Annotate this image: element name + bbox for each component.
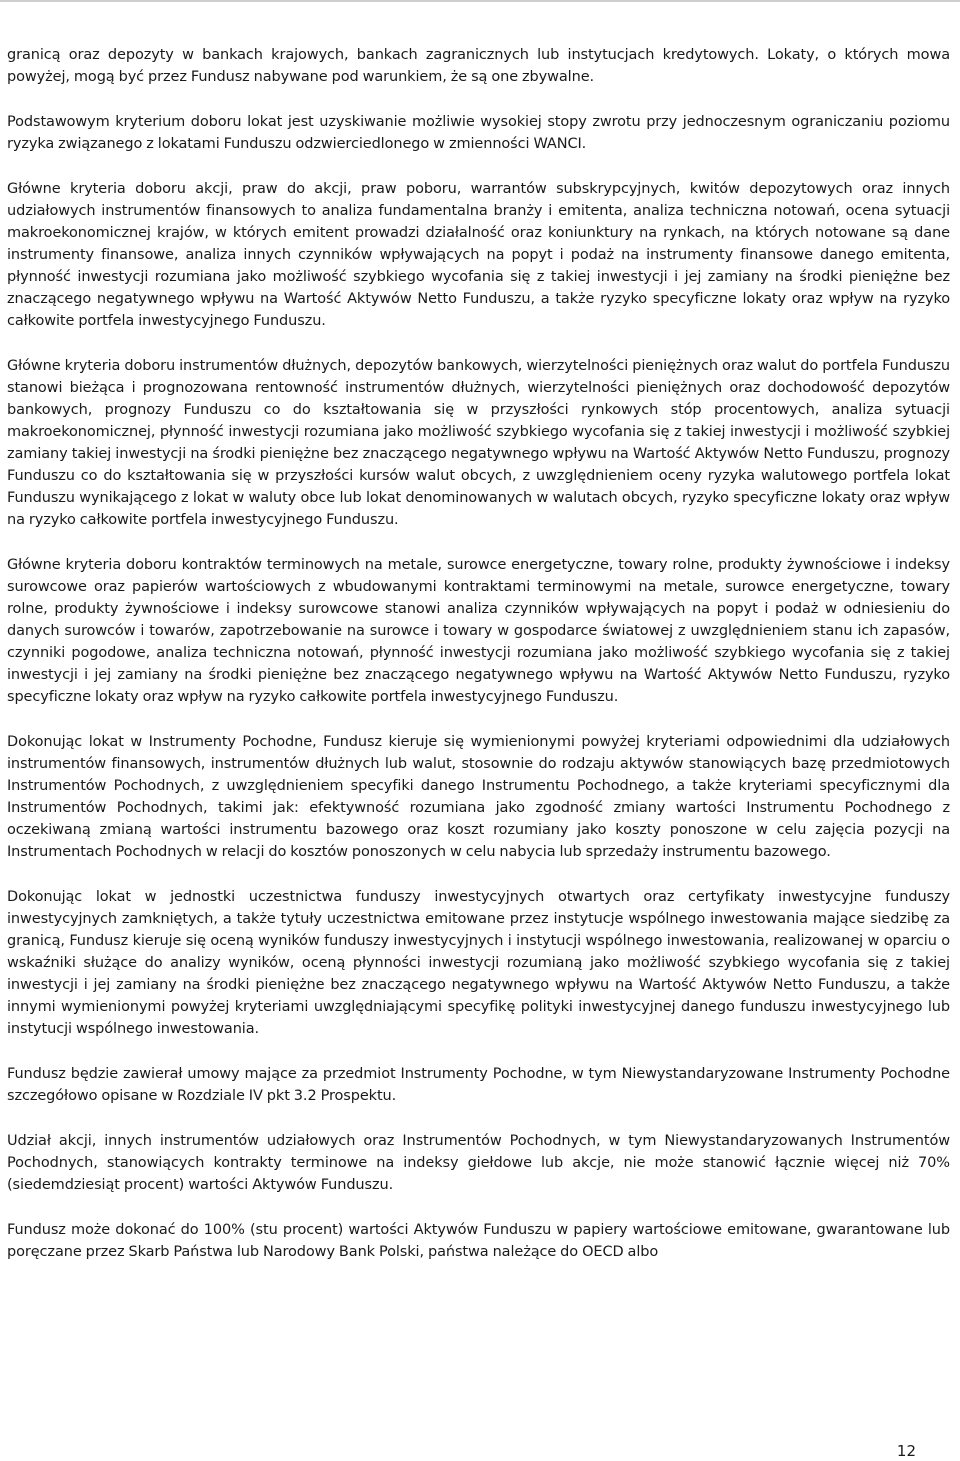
document-body: [7, 44, 950, 1286]
top-rule: [0, 0, 960, 2]
paragraph-deposits-continuation: granicą oraz depozyty w bankach krajowych, bankach zagranicznych lub instytucjach kredytowych. Lokaty, o których mowa powyżej, mogą być przez Fundusz nabywane pod warunkiem, że są one zbywalne.: [7, 47, 950, 85]
paragraph-equity-criteria: Główne kryteria doboru akcji, praw do akcji, praw poboru, warrantów subskrypcyjnych, kwitów depozytowych oraz innych udziałowych instrumentów finansowych to analiza fundamentalna branży i emitenta, analiza techniczna notowań, ocena sytuacji makroekonomicznej krajów, w których emitent prowadzi działalność oraz koniunktury na rynkach, na których notowane są dane instrumenty finansowe, analiza innych czynników wpływających na popyt i podaż na instrumenty finansowe danego emitenta, płynność inwestycji rozumiana jako możliwość szybkiego wycofania się z takiej inwestycji i jej zamiany na środki pieniężne bez znaczącego negatywnego wpływu na Wartość Aktywów Netto Funduszu, a także ryzyko specyficzne lokaty oraz wpływ na ryzyko całkowite portfela inwestycyjnego Funduszu.: [7, 181, 950, 329]
paragraph-basic-criterion: Podstawowym kryterium doboru lokat jest uzyskiwanie możliwie wysokiej stopy zwrotu przy jednoczesnym ograniczaniu poziomu ryzyka związanego z lokatami Funduszu odzwierciedlonego w zmienności WANCI.: [7, 114, 950, 152]
paragraph-treasury-limit: Fundusz może dokonać do 100% (stu procent) wartości Aktywów Funduszu w papiery wartościowe emitowane, gwarantowane lub poręczane przez Skarb Państwa lub Narodowy Bank Polski, państwa należące do OECD albo: [7, 1222, 950, 1260]
paragraph-equity-limit: Udział akcji, innych instrumentów udziałowych oraz Instrumentów Pochodnych, w tym Niewystandaryzowanych Instrumentów Pochodnych, stanowiących kontrakty terminowe na indeksy giełdowe lub akcje, nie może stanowić łącznie więcej niż 70% (siedemdziesiąt procent) wartości Aktywów Funduszu.: [7, 1133, 950, 1193]
paragraph-derivative-contracts: Fundusz będzie zawierał umowy mające za przedmiot Instrumenty Pochodne, w tym Niewystandaryzowane Instrumenty Pochodne szczegółowo opisane w Rozdziale IV pkt 3.2 Prospektu.: [7, 1066, 950, 1104]
paragraph-commodity-criteria: Główne kryteria doboru kontraktów terminowych na metale, surowce energetyczne, towary rolne, produkty żywnościowe i indeksy surowcowe oraz papierów wartościowych z wbudowanymi kontraktami terminowymi na metale, surowce energetyczne, towary rolne, produkty żywnościowe i indeksy surowcowe stanowi analiza czynników wpływających na popyt i podaż w odniesieniu do danych surowców i towarów, zapotrzebowanie na surowce i towary w gospodarce światowej z uwzględnieniem stanu ich zapasów, czynniki pogodowe, analiza techniczna notowań, płynność inwestycji rozumiana jako możliwość szybkiego wycofania się z takiej inwestycji i jej zamiany na środki pieniężne bez znaczącego negatywnego wpływu na Wartość Aktywów Netto Funduszu, ryzyko specyficzne lokaty oraz wpływ na ryzyko całkowite portfela inwestycyjnego Funduszu.: [7, 557, 950, 705]
paragraph-fund-units-criteria: Dokonując lokat w jednostki uczestnictwa funduszy inwestycyjnych otwartych oraz certyfikaty inwestycyjne funduszy inwestycyjnych zamkniętych, a także tytuły uczestnictwa emitowane przez instytucje wspólnego inwestowania mające siedzibę za granicą, Fundusz kieruje się oceną wyników funduszy inwestycyjnych i instytucji wspólnego inwestowania, realizowanej w oparciu o wskaźniki służące do analizy wyników, oceną płynności inwestycji rozumianą jako możliwość szybkiego wycofania się z takiej inwestycji i jej zamiany na środki pieniężne bez znaczącego negatywnego wpływu na Wartość Aktywów Netto Funduszu, a także innymi wymienionymi powyżej kryteriami uwzględniającymi specyfikę polityki inwestycyjnej danego funduszu inwestycyjnego lub instytucji wspólnego inwestowania.: [7, 889, 950, 1037]
page-number: 12: [896, 1442, 916, 1460]
paragraph-derivatives-criteria: Dokonując lokat w Instrumenty Pochodne, Fundusz kieruje się wymienionymi powyżej kryteriami odpowiednimi dla udziałowych instrumentów finansowych, instrumentów dłużnych lub walut, stosownie do rodzaju aktywów stanowiących bazę przedmiotowych Instrumentów Pochodnych, z uwzględnieniem specyfiki danego Instrumentu Pochodnego, a także kryteriami specyficznymi dla Instrumentów Pochodnych, takimi jak: efektywność rozumiana jako zgodność zmiany wartości Instrumentu Pochodnego z oczekiwaną zmianą wartości instrumentu bazowego oraz koszt rozumiany jako koszty ponoszone w celu zajęcia pozycji na Instrumentach Pochodnych w relacji do kosztów ponoszonych w celu nabycia lub sprzedaży instrumentu bazowego.: [7, 734, 950, 860]
paragraph-debt-criteria: Główne kryteria doboru instrumentów dłużnych, depozytów bankowych, wierzytelności pieniężnych oraz walut do portfela Funduszu stanowi bieżąca i prognozowana rentowność instrumentów dłużnych, wierzytelności pieniężnych oraz dochodowość depozytów bankowych, prognozy Funduszu co do kształtowania się w przyszłości rynkowych stóp procentowych, analiza sytuacji makroekonomicznej, płynność inwestycji rozumiana jako możliwość szybkiego wycofania się z takiej inwestycji i możliwość szybkiej zamiany takiej inwestycji na środki pieniężne bez znaczącego negatywnego wpływu na Wartość Aktywów Netto Funduszu, prognozy Funduszu co do kształtowania się w przyszłości kursów walut obcych, z uwzględnieniem oceny ryzyka walutowego portfela lokat Funduszu wynikającego z lokat w waluty obce lub lokat denominowanych w walutach obcych, ryzyko specyficzne lokaty oraz wpływ na ryzyko całkowite portfela inwestycyjnego Funduszu.: [7, 358, 950, 528]
